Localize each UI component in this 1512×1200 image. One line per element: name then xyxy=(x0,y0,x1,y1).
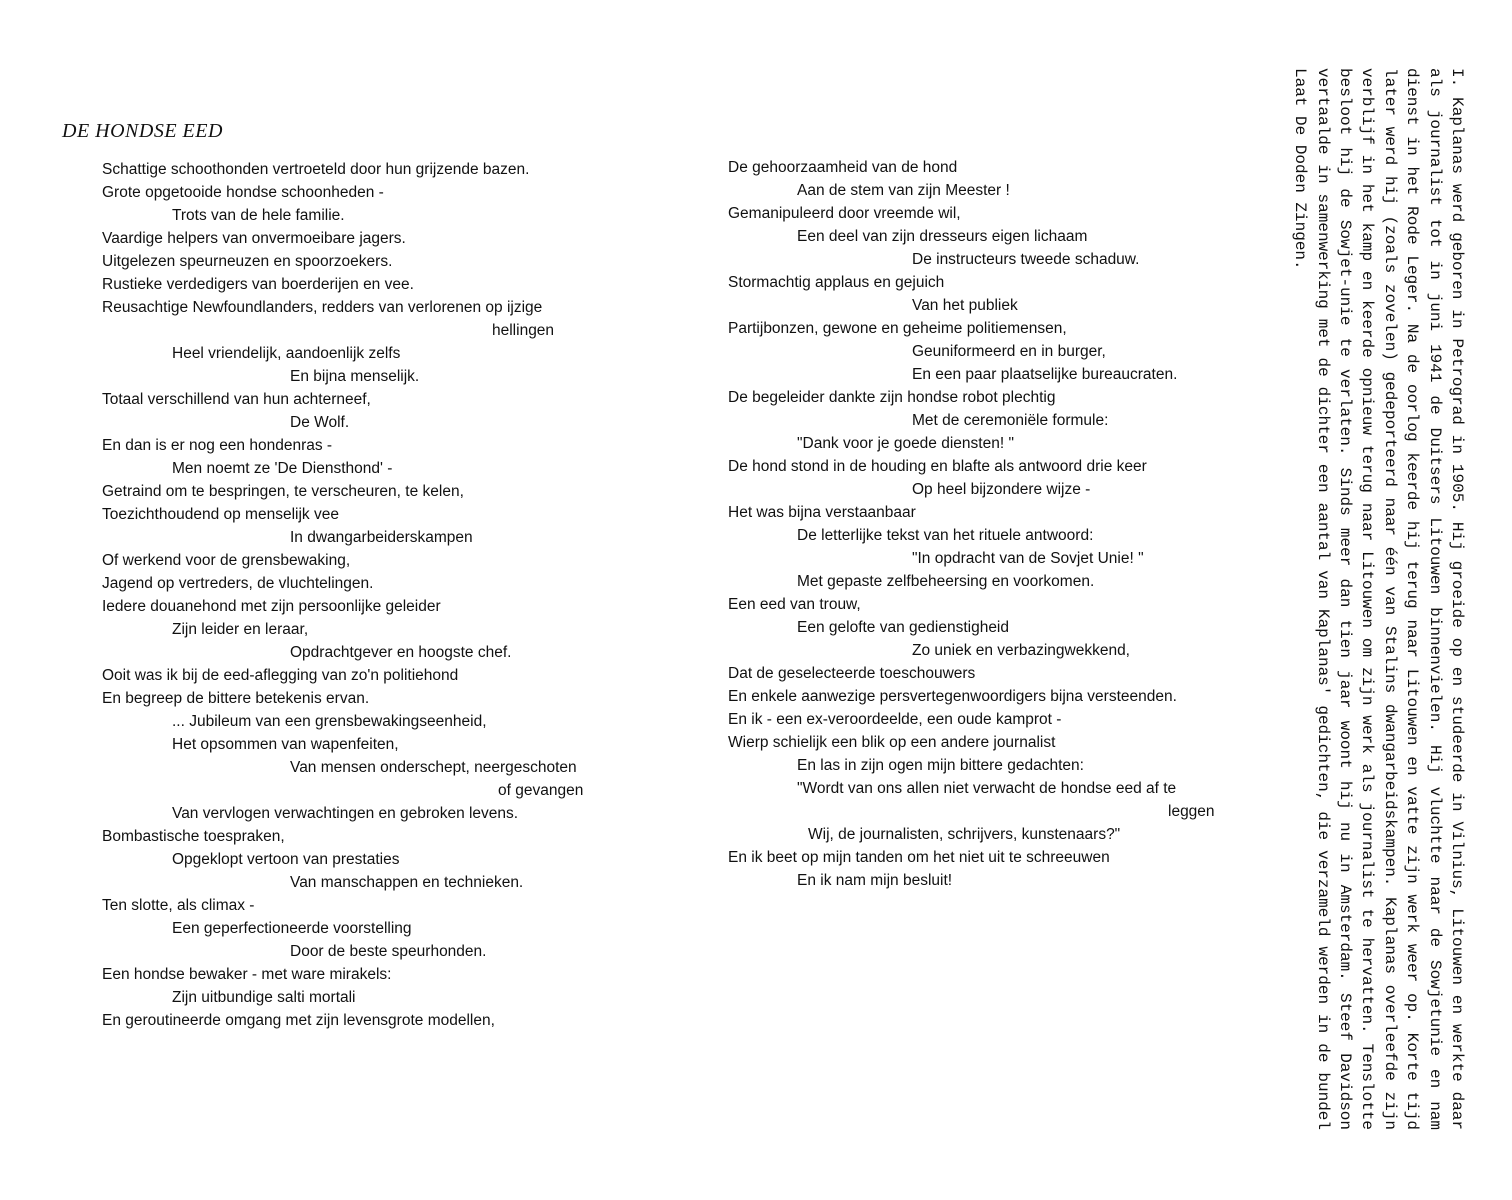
right-line: Dat de geselecteerde toeschouwers xyxy=(728,665,976,682)
left-line: Totaal verschillend van hun achterneef, xyxy=(102,391,371,408)
left-line: Iedere douanehond met zijn persoonlijke geleider xyxy=(102,598,441,615)
right-line: En ik nam mijn besluit! xyxy=(797,872,953,889)
right-line: "In opdracht van de Sovjet Unie! " xyxy=(912,550,1144,567)
right-line: De begeleider dankte zijn hondse robot plechtig xyxy=(728,389,1056,406)
right-line: En een paar plaatselijke bureaucraten. xyxy=(912,366,1178,383)
right-line: En ik beet op mijn tanden om het niet uit te schreeuwen xyxy=(728,849,1110,866)
right-line: leggen xyxy=(1168,803,1215,820)
left-line: Opdrachtgever en hoogste chef. xyxy=(290,644,512,661)
biography-text: I. Kaplanas werd geboren in Petrograd in 1905. Hij groeide op en studeerde in Vilnius, Litouwen en werkte daar als journalist tot in juni 1941 de Duitsers Litouwen binnenvielen. Hij vluchtte naar de Sowjetunie en nam dienst in het Rode Leger. Na de oorlog keerde hij terug naar Litouwen en vatte zijn werk weer op. Korte tijd later werd hij (zoals zovelen) gedeporteerd naar één van Stalins dwangarbeidskampen. Kaplanas overleefde zijn verblijf in het kamp en keerde opnieuw terug naar Litouwen om zijn werk als journalist te hervatten. Tenslotte besloot hij de Sowjet-unie te verlaten. Sinds meer dan tien jaar woont hij nu in Amsterdam. Steef Davidson vertaalde in samenwerking met de dichter een aantal van Kaplanas' gedichten, die verzameld werden in de bundel Laat De Doden Zingen. xyxy=(1291,68,1466,1130)
left-line: Ten slotte, als climax - xyxy=(102,897,255,914)
left-line: Trots van de hele familie. xyxy=(172,207,345,224)
right-line: Een gelofte van gedienstigheid xyxy=(797,619,1009,636)
left-line: Vaardige helpers van onvermoeibare jagers. xyxy=(102,230,406,247)
left-line: Jagend op vertreders, de vluchtelingen. xyxy=(102,575,374,592)
left-line: Van vervlogen verwachtingen en gebroken levens. xyxy=(172,805,519,822)
left-line: In dwangarbeiderskampen xyxy=(290,529,473,546)
right-line: Partijbonzen, gewone en geheime politiemensen, xyxy=(728,320,1067,337)
right-line: Wij, de journalisten, schrijvers, kunstenaars?" xyxy=(808,826,1121,843)
poem-title: DE HONDSE EED xyxy=(62,120,223,142)
right-line: Wierp schielijk een blik op een andere journalist xyxy=(728,734,1056,751)
left-line: En geroutineerde omgang met zijn levensgrote modellen, xyxy=(102,1012,495,1029)
right-line: De letterlijke tekst van het rituele antwoord: xyxy=(797,527,1094,544)
right-line: Met de ceremoniële formule: xyxy=(912,412,1109,429)
left-line: of gevangen xyxy=(498,782,584,799)
right-line: Stormachtig applaus en gejuich xyxy=(728,274,945,291)
right-line: Van het publiek xyxy=(912,297,1018,314)
right-line: Geuniformeerd en in burger, xyxy=(912,343,1106,360)
right-line: Aan de stem van zijn Meester ! xyxy=(797,182,1010,199)
right-line: En las in zijn ogen mijn bittere gedachten: xyxy=(797,757,1084,774)
left-line: Het opsommen van wapenfeiten, xyxy=(172,736,399,753)
left-line: Zijn uitbundige salti mortali xyxy=(172,989,356,1006)
left-line: Getraind om te bespringen, te verscheuren, te kelen, xyxy=(102,483,464,500)
left-line: Toezichthoudend op menselijk vee xyxy=(102,506,339,523)
left-line: Van manschappen en technieken. xyxy=(290,874,524,891)
left-line: Door de beste speurhonden. xyxy=(290,943,487,960)
left-line: Rustieke verdedigers van boerderijen en vee. xyxy=(102,276,414,293)
right-line: Het was bijna verstaanbaar xyxy=(728,504,916,521)
right-line: Een deel van zijn dresseurs eigen lichaam xyxy=(797,228,1088,245)
left-line: Grote opgetooide hondse schoonheden - xyxy=(102,184,384,201)
author-biography xyxy=(1288,68,1468,1130)
left-line: En begreep de bittere betekenis ervan. xyxy=(102,690,370,707)
right-line: "Dank voor je goede diensten! " xyxy=(797,435,1014,452)
right-line: Zo uniek en verbazingwekkend, xyxy=(912,642,1130,659)
left-line: Of werkend voor de grensbewaking, xyxy=(102,552,351,569)
right-line: Gemanipuleerd door vreemde wil, xyxy=(728,205,961,222)
left-line: De Wolf. xyxy=(290,414,350,431)
left-line: Een hondse bewaker - met ware mirakels: xyxy=(102,966,392,983)
right-line: De gehoorzaamheid van de hond xyxy=(728,159,958,176)
right-line: Een eed van trouw, xyxy=(728,596,861,613)
left-line: En bijna menselijk. xyxy=(290,368,420,385)
right-line: En ik - een ex-veroordeelde, een oude kamprot - xyxy=(728,711,1062,728)
right-line: En enkele aanwezige persvertegenwoordigers bijna versteenden. xyxy=(728,688,1177,705)
right-line: De instructeurs tweede schaduw. xyxy=(912,251,1140,268)
left-line: En dan is er nog een hondenras - xyxy=(102,437,333,454)
left-line: hellingen xyxy=(492,322,555,339)
right-line: Op heel bijzondere wijze - xyxy=(912,481,1091,498)
right-line: Met gepaste zelfbeheersing en voorkomen. xyxy=(797,573,1095,590)
left-line: Schattige schoothonden vertroeteld door hun grijzende bazen. xyxy=(102,161,530,178)
left-line: ... Jubileum van een grensbewakingseenheid, xyxy=(172,713,487,730)
left-line: Zijn leider en leraar, xyxy=(172,621,309,638)
left-line: Opgeklopt vertoon van prestaties xyxy=(172,851,400,868)
left-line: Uitgelezen speurneuzen en spoorzoekers. xyxy=(102,253,393,270)
left-line: Van mensen onderschept, neergeschoten xyxy=(290,759,577,776)
left-line: Bombastische toespraken, xyxy=(102,828,285,845)
right-line: "Wordt van ons allen niet verwacht de hondse eed af te xyxy=(797,780,1177,797)
left-line: Men noemt ze 'De Diensthond' - xyxy=(172,460,393,477)
left-line: Ooit was ik bij de eed-aflegging van zo'n politiehond xyxy=(102,667,459,684)
right-line: De hond stond in de houding en blafte als antwoord drie keer xyxy=(728,458,1147,475)
left-line: Een geperfectioneerde voorstelling xyxy=(172,920,412,937)
left-line: Reusachtige Newfoundlanders, redders van verlorenen op ijzige xyxy=(102,299,543,316)
left-line: Heel vriendelijk, aandoenlijk zelfs xyxy=(172,345,401,362)
